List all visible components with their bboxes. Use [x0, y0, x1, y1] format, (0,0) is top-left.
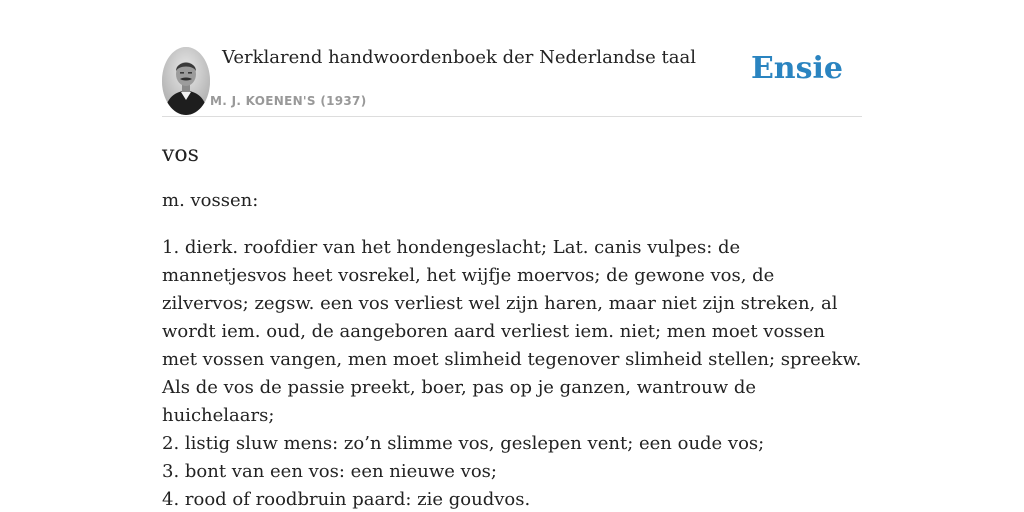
definition-item: 1. dierk. roofdier van het hondengeslacht; Lat. canis vulpes: de mannetjesvos heet vosrekel, het wijfje moervos; de gewone vos, de zilvervos; zegsw. een vos verliest wel zijn haren, maar niet zijn streken, al wordt iem. oud, de aangeboren aard verliest iem. niet; men moet vossen met vossen vangen, men moet slimheid tegenover slimheid stellen; spreekw. Als de vos de passie preekt, boer, pas op je ganzen, wantrouw de huichelaars; — [162, 237, 862, 426]
entry-headword: vos — [162, 142, 199, 167]
entry-content — [162, 137, 862, 512]
header — [162, 40, 862, 117]
entry-grammar: m. vossen: — [162, 190, 259, 211]
definition-item: 3. bont van een vos: een nieuwe vos; — [162, 461, 497, 482]
book-author-year: M. J. KOENEN'S (1937) — [210, 94, 367, 108]
author-portrait-image — [162, 47, 210, 115]
entry-definitions — [162, 234, 862, 512]
book-title: Verklarend handwoordenboek der Nederlandse taal — [222, 47, 696, 68]
definition-item: 4. rood of roodbruin paard: zie goudvos. — [162, 489, 531, 510]
brand-logo-link[interactable]: Ensie — [750, 51, 843, 86]
portrait-icon — [162, 47, 210, 115]
definition-item: 2. listig sluw mens: zo’n slimme vos, geslepen vent; een oude vos; — [162, 433, 765, 454]
